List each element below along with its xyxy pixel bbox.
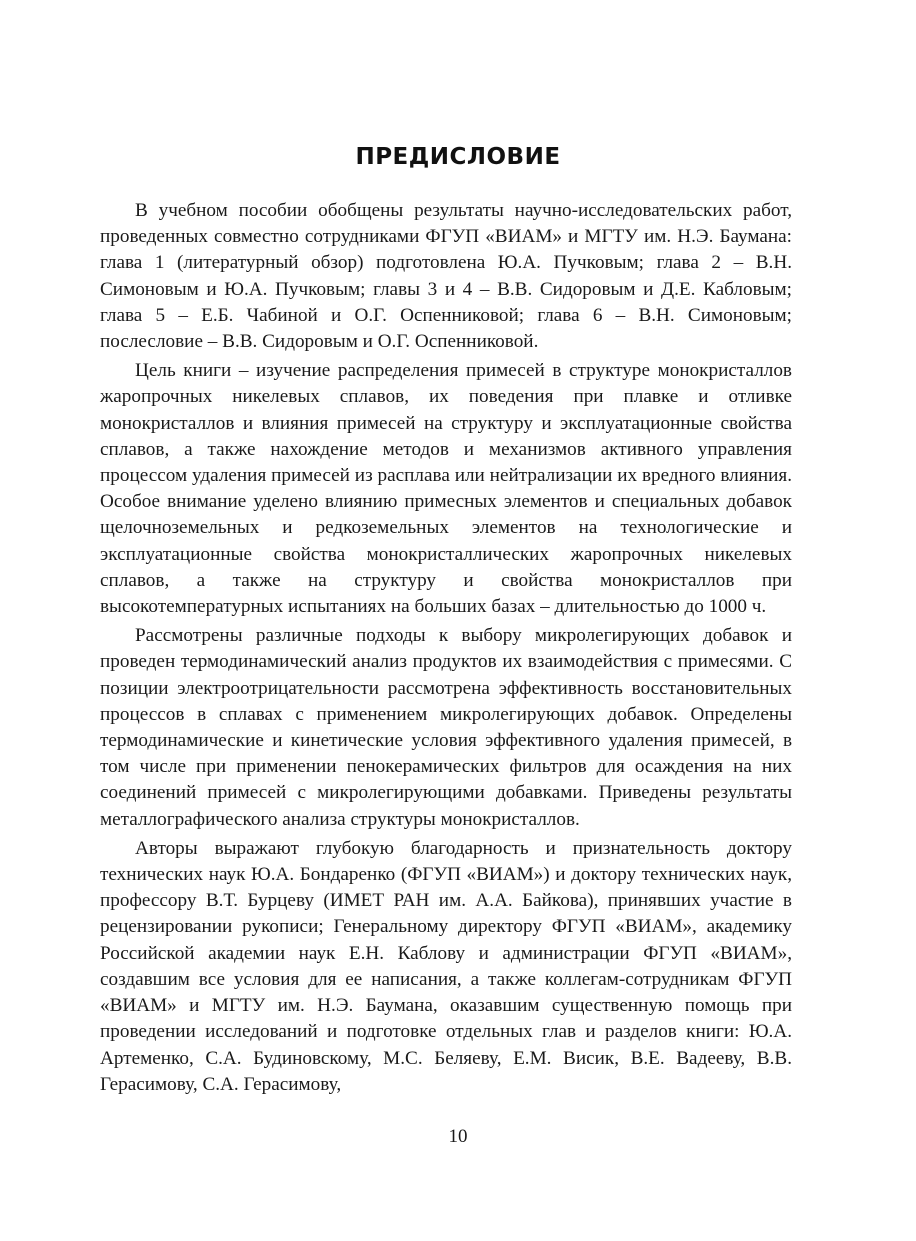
body-text [100,198,792,1101]
paragraph-methods: Рассмотрены различные подходы к выбору микролегирующих добавок и проведен термодинамический анализ продуктов их взаимодействия с примесями. С позиции электроотрицательности рассмотрена эффективность восстановительных процессов в сплавах с применением микролегирующих добавок. Определены термодинамические и кинетические условия эффективного удаления примесей, в том числе при применении пенокерамических фильтров для осаждения на них соединений примесей с микролегирующими добавками. Приведены результаты металлографического анализа структуры монокристаллов. [100,625,792,830]
paragraph-book-goal: Цель книги – изучение распределения примесей в структуре монокристаллов жаропрочных никелевых сплавов, их поведения при плавке и отливке монокристаллов и влияния примесей на структуру и эксплуатационные свойства сплавов, а также нахождение методов и механизмов активного управления процессом удаления примесей из расплава или нейтрализации их вредного влияния. Особое внимание уделено влиянию примесных элементов и специальных добавок щелочноземельных и редкоземельных элементов на технологические и эксплуатационные свойства монокристаллических жаропрочных никелевых сплавов, а также на структуру и свойства монокристаллов при высокотемпературных испытаниях на больших базах – длительностью до 1000 ч. [100,360,792,618]
paragraph-acknowledgements: Авторы выражают глубокую благодарность и признательность доктору технических наук Ю.А. Бондаренко (ФГУП «ВИАМ») и доктору технических наук, профессору В.Т. Бурцеву (ИМЕТ РАН им. А.А. Байкова), принявших участие в рецензировании рукописи; Генеральному директору ФГУП «ВИАМ», академику Российской академии наук Е.Н. Каблову и администрации ФГУП «ВИАМ», создавшим все условия для ее написания, а также коллегам-сотрудникам ФГУП «ВИАМ» и МГТУ им. Н.Э. Баумана, оказавшим существенную помощь при проведении исследований и подготовке отдельных глав и разделов книги: Ю.А. Артеменко, С.А. Будиновскому, М.С. Беляеву, Е.М. Висик, В.Е. Вадееву, В.В. Герасимову, С.А. Герасимову, [100,837,792,1095]
page-number: 10 [448,1126,468,1147]
paragraph-authorship: В учебном пособии обобщены результаты научно-исследовательских работ, проведенных совместно сотрудниками ФГУП «ВИАМ» и МГТУ им. Н.Э. Баумана: глава 1 (литературный обзор) подготовлена Ю.А. Пучковым; глава 2 – В.Н. Симоновым и Ю.А. Пучковым; главы 3 и 4 – В.В. Сидоровым и Д.Е. Кабловым; глава 5 – Е.Б. Чабиной и О.Г. Оспенниковой; глава 6 – В.Н. Симоновым; послесловие – В.В. Сидоровым и О.Г. Оспенниковой. [100,200,792,353]
page-title: ПРЕДИСЛОВИЕ [355,144,561,170]
